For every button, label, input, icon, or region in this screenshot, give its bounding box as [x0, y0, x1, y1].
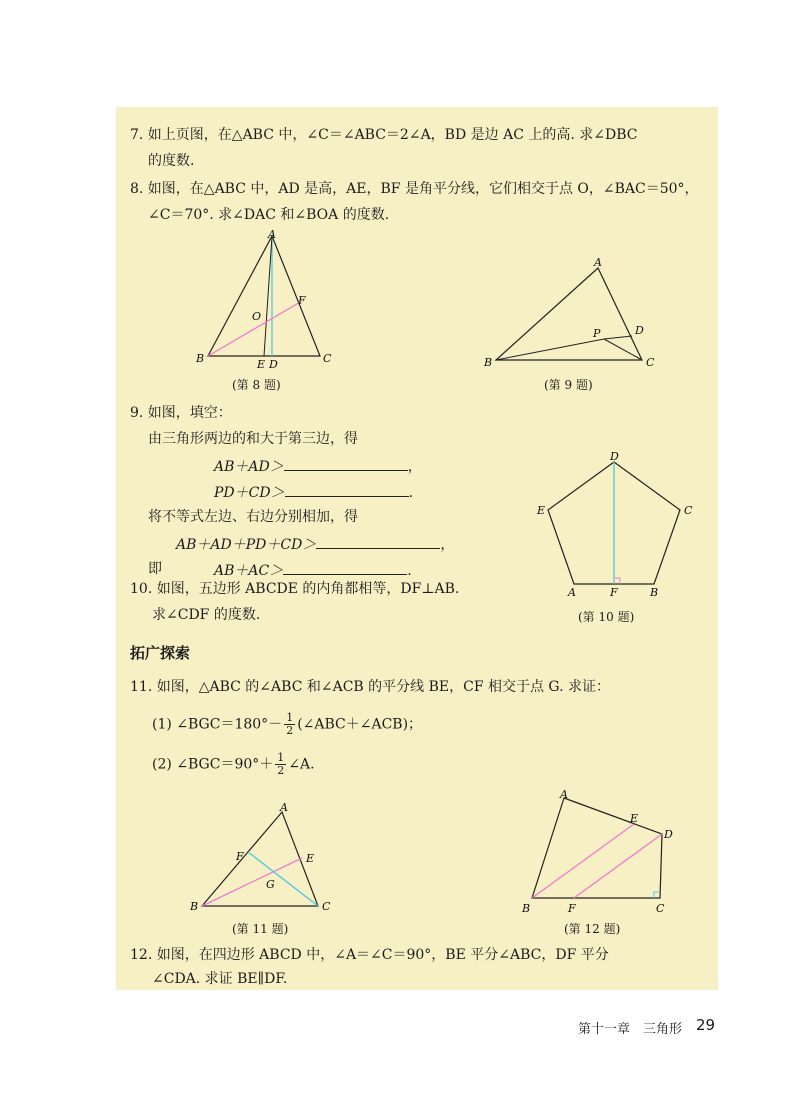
fig8-label-c: C	[323, 352, 332, 365]
footer-chapter: 第十一章 三角形	[578, 1022, 683, 1037]
problem-7-line2: 的度数.	[148, 153, 195, 169]
fig12-label-e: E	[630, 812, 639, 825]
page-number: 29	[696, 1016, 716, 1034]
problem-10-line2: 求∠CDF 的度数.	[152, 607, 261, 623]
problem-9-line1: 9. 如图，填空：	[130, 405, 232, 421]
fraction-one-half	[284, 712, 295, 737]
fig11-label-c: C	[322, 900, 331, 913]
fig10-label-f: F	[610, 586, 618, 598]
fig11-label-f: F	[236, 850, 244, 863]
section-title: 拓广探索	[130, 644, 191, 662]
fig12-label-a: A	[560, 788, 568, 801]
ineq1-text: AB＋AD＞	[214, 459, 284, 475]
problem-7-line1: 7. 如上页图，在△ABC 中，∠C＝∠ABC＝2∠A，BD 是边 AC 上的高. 求∠DBC	[130, 127, 638, 143]
problem-8-line1: 8. 如图，在△ABC 中，AD 是高，AE，BF 是角平分线，它们相交于点 O，∠BAC＝50°，	[130, 181, 699, 197]
answer-blank-4[interactable]	[283, 560, 407, 575]
ineq1-end: ，	[407, 459, 422, 475]
fig9-label-d: D	[635, 324, 644, 337]
ineq3-text: AB＋AD＋PD＋CD＞	[176, 537, 317, 553]
part2-tail: ∠A.	[288, 756, 315, 773]
fig11-label-a: A	[280, 801, 288, 814]
frac-num: 1	[277, 751, 285, 764]
ineq3-end: ，	[440, 537, 455, 553]
part1-tail: (∠ABC＋∠ACB)；	[297, 716, 423, 733]
fig8-label-a: A	[268, 228, 276, 241]
fraction-one-half-2	[275, 752, 286, 777]
problem-9-line2: 由三角形两边的和大于第三边，得	[148, 431, 358, 447]
frac-den: 2	[277, 764, 285, 777]
problem-9-ineq4	[214, 560, 412, 580]
fig10-label-c: C	[684, 504, 693, 517]
frac-num: 1	[286, 711, 294, 724]
fig9-label-b: B	[484, 356, 493, 369]
figure-8	[190, 228, 340, 378]
problem-9-line3: 将不等式左边、右边分别相加，得	[148, 509, 358, 525]
fig8-label-b: B	[196, 352, 205, 365]
problem-11-line1: 11. 如图，△ABC 的∠ABC 和∠ACB 的平分线 BE，CF 相交于点 G. 求证：	[130, 679, 611, 695]
part1-lead: (1) ∠BGC＝180°－	[152, 716, 283, 733]
ineq2-text: PD＋CD＞	[214, 485, 285, 501]
fig12-label-f: F	[568, 902, 576, 915]
figure-11-caption: (第 11 题)	[232, 922, 289, 936]
fig12-label-c: C	[656, 902, 665, 915]
problem-9-ineq3	[176, 534, 454, 554]
answer-blank-2[interactable]	[285, 482, 409, 497]
fig9-label-c: C	[646, 356, 655, 369]
fig12-label-d: D	[664, 828, 673, 841]
fig11-label-b: B	[190, 900, 199, 913]
figure-12	[518, 786, 686, 916]
fig8-label-f: F	[298, 294, 306, 307]
figure-8-caption: (第 8 题)	[232, 378, 281, 392]
frac-den: 2	[286, 724, 294, 737]
problem-8-line2: ∠C＝70°. 求∠DAC 和∠BOA 的度数.	[148, 207, 390, 223]
fig11-label-g: G	[266, 878, 275, 891]
fig8-label-e: E	[257, 358, 266, 371]
ineq2-end: .	[408, 485, 414, 501]
answer-blank-3[interactable]	[316, 534, 440, 549]
figure-10	[534, 448, 706, 598]
ineq4-end: .	[407, 563, 412, 579]
fig10-label-a: A	[568, 586, 576, 598]
fig8-label-o: O	[252, 310, 262, 323]
figure-11	[186, 800, 338, 916]
problem-12-line2: ∠CDA. 求证 BE∥DF.	[152, 971, 288, 987]
problem-12-line1: 12. 如图，在四边形 ABCD 中，∠A＝∠C＝90°，BE 平分∠ABC，DF 平分	[130, 947, 609, 963]
fig9-label-a: A	[594, 256, 602, 269]
figure-10-caption: (第 10 题)	[578, 610, 635, 624]
ineq4-text: AB＋AC＞	[214, 563, 284, 579]
figure-9-caption: (第 9 题)	[544, 378, 593, 392]
problem-9-ineq1	[214, 456, 422, 476]
part2-lead: (2) ∠BGC＝90°＋	[152, 756, 274, 773]
problem-11-part2	[152, 752, 315, 777]
problem-9-ineq2	[214, 482, 413, 502]
problem-10-line1: 10. 如图，五边形 ABCDE 的内角都相等，DF⊥AB.	[130, 581, 460, 597]
fig10-label-b: B	[650, 586, 659, 598]
fig8-label-d: D	[269, 358, 278, 371]
fig10-label-e: E	[537, 504, 546, 517]
problem-11-part1	[152, 712, 422, 737]
fig9-label-p: P	[593, 327, 601, 340]
fig12-label-b: B	[522, 902, 531, 915]
figure-9	[478, 254, 668, 374]
fig11-label-e: E	[306, 852, 315, 865]
answer-blank-1[interactable]	[284, 456, 408, 471]
problem-9-line4-prefix: 即	[148, 561, 162, 577]
fig10-label-d: D	[610, 450, 619, 463]
figure-12-caption: (第 12 题)	[564, 922, 621, 936]
